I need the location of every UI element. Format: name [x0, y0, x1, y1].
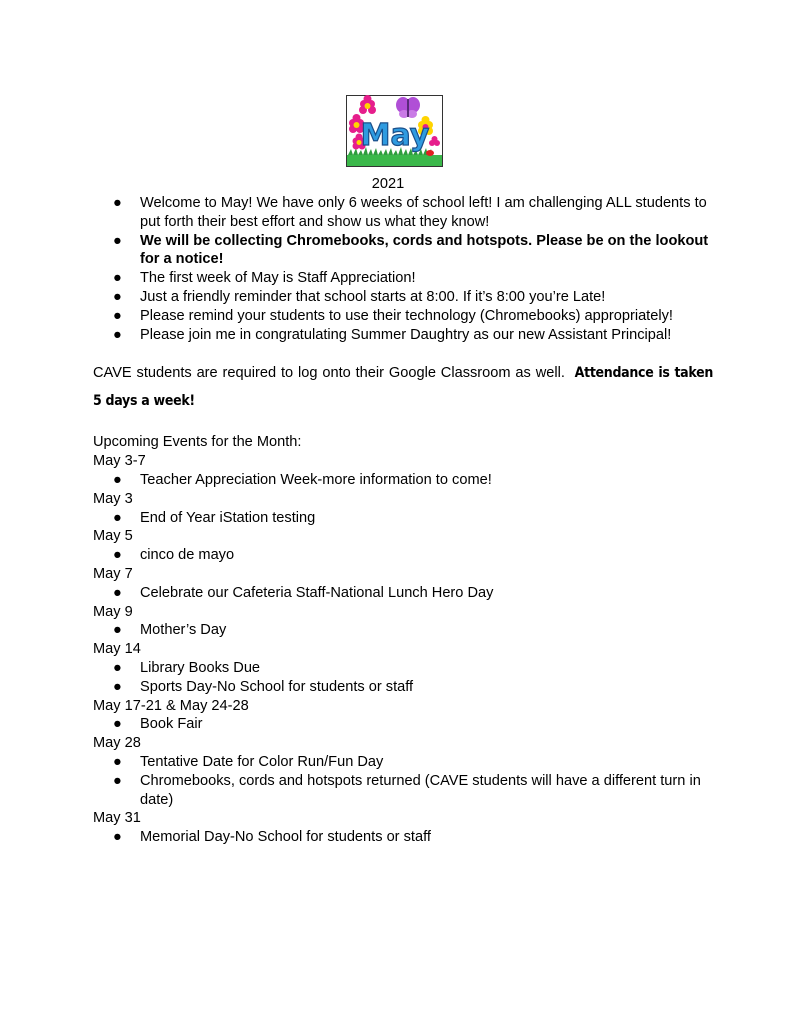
bullet-icon: ●	[113, 326, 122, 343]
svg-text:May: May	[360, 118, 430, 153]
list-item-text: cinco de mayo	[140, 547, 235, 564]
list-item	[93, 828, 713, 847]
event-date: May 28	[93, 735, 141, 752]
document-body	[93, 194, 713, 847]
events-title: Upcoming Events for the Month:	[93, 434, 302, 451]
may-logo	[346, 95, 443, 167]
event-items	[93, 509, 713, 528]
list-item	[93, 546, 713, 565]
list-item-text: Teacher Appreciation Week-more information to come!	[140, 471, 492, 488]
list-item	[93, 232, 713, 270]
bullet-icon: ●	[113, 584, 122, 601]
cave-paragraph	[93, 359, 713, 415]
list-item-text: Memorial Day-No School for students or staff	[140, 829, 431, 846]
event-date: May 9	[93, 603, 133, 620]
list-item-text: Tentative Date for Color Run/Fun Day	[140, 753, 384, 770]
list-item-text: Sports Day-No School for students or staff	[140, 678, 414, 695]
bullet-icon: ●	[113, 195, 122, 211]
announcement-list	[93, 194, 713, 344]
event-items	[93, 584, 713, 603]
event-date: May 3	[93, 490, 133, 507]
bullet-icon: ●	[113, 753, 122, 770]
list-item	[93, 471, 713, 490]
list-item	[93, 678, 713, 697]
list-item-text: Welcome to May! We have only 6 weeks of school left! I am challenging ALL students to put forth their best effort and show us what they know!	[140, 195, 707, 230]
bullet-icon: ●	[113, 307, 122, 324]
event-items	[93, 828, 713, 847]
bullet-icon: ●	[113, 471, 122, 488]
list-item	[93, 269, 713, 288]
event-date: May 7	[93, 565, 133, 582]
event-date: May 3-7	[93, 453, 146, 470]
event-date: May 17-21 & May 24-28	[93, 697, 249, 714]
bullet-icon: ●	[113, 622, 122, 639]
bullet-icon: ●	[113, 288, 122, 305]
bullet-icon: ●	[113, 270, 122, 287]
list-item-text: Chromebooks, cords and hotspots returned (CAVE students will have a different turn in date)	[140, 772, 701, 808]
list-item-text: End of Year iStation testing	[140, 509, 316, 526]
list-item	[93, 715, 713, 734]
bullet-icon: ●	[113, 659, 122, 676]
bullet-icon: ●	[113, 772, 122, 789]
bullet-icon: ●	[113, 232, 122, 249]
events-list	[93, 452, 713, 847]
attendance-emphasis: Attendance is taken 5 days a week!	[93, 365, 713, 410]
list-item	[93, 659, 713, 678]
event-items	[93, 471, 713, 490]
event-items	[93, 621, 713, 640]
event-items	[93, 715, 713, 734]
list-item	[93, 326, 713, 345]
event-items	[93, 659, 713, 697]
list-item	[93, 753, 713, 772]
bullet-icon: ●	[113, 716, 122, 733]
list-item	[93, 621, 713, 640]
year-label: 2021	[371, 176, 405, 192]
bullet-icon: ●	[113, 829, 122, 846]
event-date: May 14	[93, 641, 141, 658]
list-item-text: Please join me in congratulating Summer Daughtry as our new Assistant Principal!	[140, 326, 672, 343]
bullet-icon: ●	[113, 547, 122, 564]
event-items	[93, 753, 713, 809]
list-item	[93, 509, 713, 528]
list-item-text: We will be collecting Chromebooks, cords and hotspots. Please be on the lookout for a notice!	[140, 232, 709, 268]
list-item	[93, 288, 713, 307]
bullet-icon: ●	[113, 678, 122, 695]
list-item	[93, 772, 713, 810]
list-item	[93, 584, 713, 603]
list-item-text: Book Fair	[140, 716, 203, 733]
event-date: May 31	[93, 810, 141, 827]
list-item-text: Please remind your students to use their technology (Chromebooks) appropriately!	[140, 307, 673, 324]
list-item-text: Mother’s Day	[140, 622, 227, 639]
list-item-text: Library Books Due	[140, 659, 261, 676]
event-date: May 5	[93, 528, 133, 545]
list-item	[93, 194, 713, 232]
list-item-text: Celebrate our Cafeteria Staff-National Lunch Hero Day	[140, 584, 494, 601]
event-items	[93, 546, 713, 565]
list-item	[93, 307, 713, 326]
list-item-text: Just a friendly reminder that school starts at 8:00. If it’s 8:00 you’re Late!	[140, 288, 606, 305]
cave-text: CAVE students are required to log onto their Google Classroom as well.	[93, 365, 565, 382]
list-item-text: The first week of May is Staff Appreciation!	[140, 270, 416, 287]
bullet-icon: ●	[113, 509, 122, 526]
